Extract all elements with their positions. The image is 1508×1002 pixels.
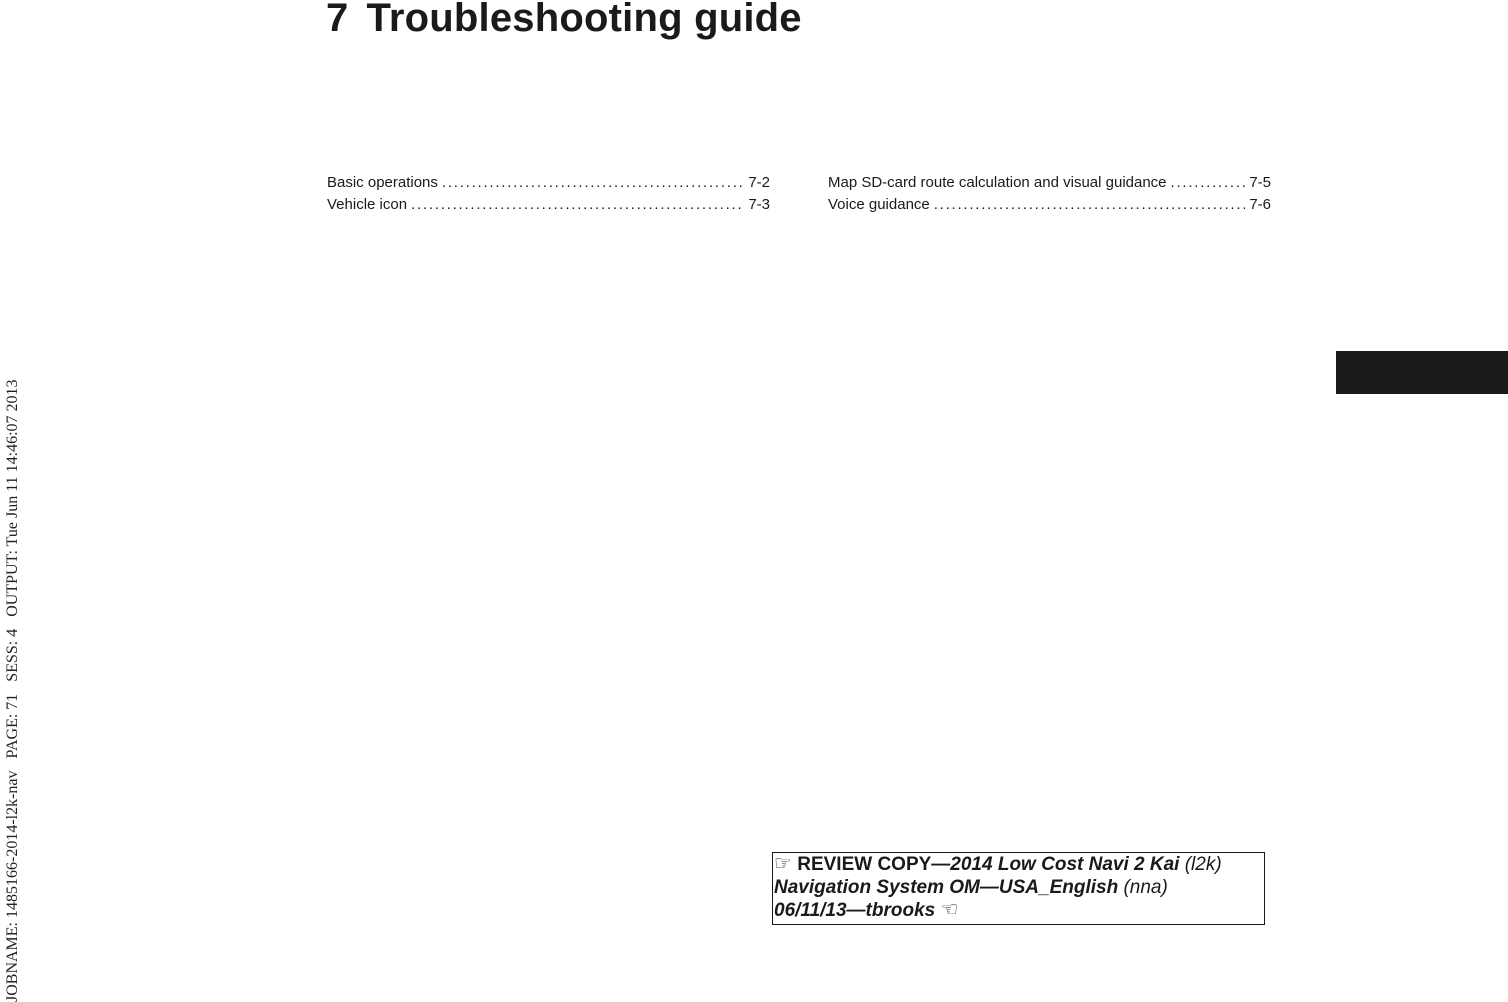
review-manual-code: (nna) xyxy=(1123,877,1168,898)
toc-entry-label: Map SD-card route calculation and visual guidance xyxy=(828,174,1167,191)
toc-entry-vehicle-icon[interactable] xyxy=(327,194,770,216)
job-info-margin-text: JOBNAME: 1485166-2014-l2k-nav PAGE: 71 SESS: 4 OUTPUT: Tue Jun 11 14:46:07 2013 xyxy=(4,379,21,1002)
review-date-author: 06/11/13—tbrooks xyxy=(774,900,936,921)
toc-dot-leader xyxy=(442,172,744,194)
review-product: 2014 Low Cost Navi 2 Kai xyxy=(950,854,1180,875)
toc-entry-basic-operations[interactable] xyxy=(327,172,770,194)
review-line-3 xyxy=(774,899,1264,922)
review-line-2 xyxy=(774,876,1264,899)
review-manual: Navigation System OM—USA_English xyxy=(774,877,1119,898)
pointing-hand-left-icon: ☜ xyxy=(940,899,959,921)
toc-entry-map-sd-card-route[interactable] xyxy=(828,172,1271,194)
toc-dot-leader xyxy=(934,194,1246,216)
toc-entry-voice-guidance[interactable] xyxy=(828,194,1271,216)
chapter-title xyxy=(326,0,802,42)
review-product-code: (l2k) xyxy=(1184,854,1222,875)
review-copy-label: REVIEW COPY— xyxy=(797,854,951,875)
toc-entry-page: 7-3 xyxy=(748,196,770,213)
review-line-1 xyxy=(774,853,1264,876)
toc-dot-leader xyxy=(411,194,744,216)
toc-entry-label: Vehicle icon xyxy=(327,196,408,213)
toc-entry-page: 7-6 xyxy=(1249,196,1271,213)
chapter-title-text: Troubleshooting guide xyxy=(366,0,802,40)
review-copy-stamp xyxy=(772,852,1265,925)
toc-dot-leader xyxy=(1171,172,1246,194)
chapter-thumb-tab xyxy=(1336,351,1508,394)
toc-column-left xyxy=(327,172,770,216)
toc-entry-page: 7-2 xyxy=(748,174,770,191)
toc-entry-label: Voice guidance xyxy=(828,196,930,213)
toc-column-right xyxy=(828,172,1271,216)
pointing-hand-right-icon: ☞ xyxy=(774,853,792,875)
toc-entry-label: Basic operations xyxy=(327,174,438,191)
chapter-number: 7 xyxy=(326,0,349,40)
toc-entry-page: 7-5 xyxy=(1249,174,1271,191)
